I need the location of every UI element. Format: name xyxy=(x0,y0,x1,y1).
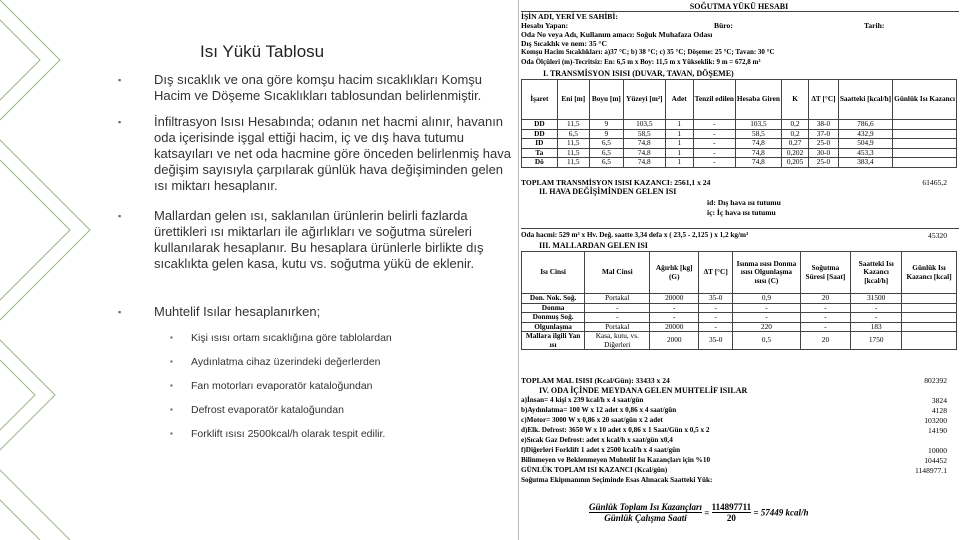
doc-header-line: Tarih: xyxy=(864,21,885,30)
column-header: ΔT [°C] xyxy=(699,252,733,294)
table-cell: Portakal xyxy=(585,322,650,332)
table-row xyxy=(522,322,957,332)
table-cell: - xyxy=(800,303,851,313)
doc-header-line: Hesabı Yapan: xyxy=(521,21,569,30)
column-header: Eni [m] xyxy=(557,80,589,120)
table-cell: Don. Nok. Soğ. xyxy=(522,294,585,304)
table-cell: 0,9 xyxy=(733,294,800,304)
table-cell: - xyxy=(693,129,735,139)
table-cell: 74,8 xyxy=(623,158,665,168)
bullet-text: Muhtelif Isılar hesaplanırken; xyxy=(154,304,321,319)
table-cell: 9 xyxy=(589,120,623,130)
table-cell: - xyxy=(733,303,800,313)
column-header: Adet xyxy=(665,80,693,120)
doc-header-line: Komşu Hacim Sıcaklıkları: a)37 °C; b) 38 °C; c) 35 °C; Döşeme: 25 °C; Tavan: 30 °C xyxy=(521,48,775,56)
misc-heat-line: e)Sıcak Gaz Defrost: adet x kcal/h x saat/gün x0,4 xyxy=(521,436,673,444)
table-cell: 1 xyxy=(665,158,693,168)
table-row xyxy=(522,303,957,313)
column-header: Soğutma Süresi [Saat] xyxy=(800,252,851,294)
table-cell: - xyxy=(699,313,733,323)
misc-heat-line: c)Motor= 3000 W x 0,86 x 20 saat/gün x 2 adet xyxy=(521,416,663,424)
table-cell: 0,27 xyxy=(781,139,808,149)
table-header-row xyxy=(522,80,957,120)
table-cell: 20000 xyxy=(650,294,699,304)
table-cell xyxy=(902,294,957,304)
misc-heat-value: 14190 xyxy=(928,426,947,435)
table-cell: Kasa, kutu, vs. Diğerleri xyxy=(585,332,650,350)
table-cell: 220 xyxy=(733,322,800,332)
bullet-item xyxy=(118,114,516,194)
sub-bullet-text: Kişi ısısı ortam sıcaklığına göre tablolardan xyxy=(191,332,392,344)
doc-header-line: Oda Ölçüleri (m)-Tecritsiz: En: 6,5 m x Boy: 11,5 m x Yükseklik: 9 m = 672,8 m³ xyxy=(521,58,761,66)
table-cell: Donmuş Soğ. xyxy=(522,313,585,323)
table-row xyxy=(522,129,957,139)
column-header: Günlük Isı Kazancı [kcal] xyxy=(902,252,957,294)
table-cell: DD xyxy=(522,129,558,139)
table-cell: 453,3 xyxy=(838,148,892,158)
table-cell: 183 xyxy=(851,322,902,332)
table-cell: - xyxy=(733,313,800,323)
table-cell: 0,2 xyxy=(781,129,808,139)
formula-result: = 57449 kcal/h xyxy=(753,507,809,518)
table-cell: 74,8 xyxy=(735,158,781,168)
total-value: 802392 xyxy=(924,376,947,385)
table-cell xyxy=(902,313,957,323)
table-cell: DD xyxy=(522,120,558,130)
table-cell: 1750 xyxy=(851,332,902,350)
table-cell: 383,4 xyxy=(838,158,892,168)
doc-title: SOĞUTMA YÜKÜ HESABI xyxy=(689,2,789,11)
table-cell: 37-0 xyxy=(809,129,839,139)
misc-heat-value: 104452 xyxy=(924,456,947,465)
table-cell xyxy=(902,303,957,313)
table-cell: 74,8 xyxy=(735,148,781,158)
table-cell: - xyxy=(851,313,902,323)
sub-bullet-marker: ▪ xyxy=(170,429,173,438)
table-cell: 58,5 xyxy=(623,129,665,139)
total-value: 61465,2 xyxy=(922,178,947,187)
table-row xyxy=(522,148,957,158)
slide-title: Isı Yükü Tablosu xyxy=(200,42,325,61)
misc-heat-value: 10000 xyxy=(928,446,947,455)
table-cell: 1 xyxy=(665,139,693,149)
table-cell: 2000 xyxy=(650,332,699,350)
table-cell: Donma xyxy=(522,303,585,313)
table-cell: 6,5 xyxy=(589,148,623,158)
table-cell: - xyxy=(650,303,699,313)
misc-heat-line: d)Elk. Defrost: 3650 W x 10 adet x 0,86 x 1 Saat/Gün x 0,5 x 2 xyxy=(521,426,710,434)
misc-heat-line: GÜNLÜK TOPLAM ISI KAZANCI (Kcal/gün) xyxy=(521,466,668,474)
total-line: TOPLAM TRANSMİSYON ISISI KAZANCI: 2561,1 x 24 xyxy=(521,178,711,187)
column-header: Mal Cinsi xyxy=(585,252,650,294)
table-cell: 6,5 xyxy=(557,129,589,139)
bullet-item xyxy=(118,72,516,104)
doc-header-line: İŞİN ADI, YERİ VE SAHİBİ: xyxy=(521,12,618,21)
misc-heat-value: 3824 xyxy=(931,396,947,405)
column-header: Isınma ısısı Donma ısısı Olgunlaşma ısısı (C) xyxy=(733,252,800,294)
table-cell: 31500 xyxy=(851,294,902,304)
bullet-marker: ▪ xyxy=(118,307,122,317)
sub-bullet-text: Aydınlatma cihaz üzerindeki değerlerden xyxy=(191,356,381,368)
sub-bullet-item xyxy=(170,378,516,394)
section-heading: I. TRANSMİSYON ISISI (DUVAR, TAVAN, DÖŞEME) xyxy=(543,69,734,78)
table-cell: ID xyxy=(522,139,558,149)
column-header: Saatteki Isı Kazancı [kcal/h] xyxy=(851,252,902,294)
column-header: K xyxy=(781,80,808,120)
sub-bullet-marker: ▪ xyxy=(170,405,173,414)
column-header: Yüzeyi [m²] xyxy=(623,80,665,120)
table-row xyxy=(522,120,957,130)
misc-heat-line: f)Diğerleri Forklift 1 adet x 2500 kcal/h x 4 saat/gün xyxy=(521,446,681,454)
table-cell: 74,8 xyxy=(623,139,665,149)
bullet-marker: ▪ xyxy=(118,75,122,85)
table-cell: 58,5 xyxy=(735,129,781,139)
misc-heat-line: a)İnsan= 4 kişi x 239 kcal/h x 4 saat/gün xyxy=(521,396,644,404)
table-cell: - xyxy=(800,322,851,332)
bullet-text: Dış sıcaklık ve ona göre komşu hacim sıcaklıkları Komşu Hacim ve Döşeme Sıcaklıkları tablosundan belirlenmiştir. xyxy=(154,72,483,103)
table-cell: - xyxy=(693,120,735,130)
sub-bullet-marker: ▪ xyxy=(170,333,173,342)
table-cell: 25-0 xyxy=(809,139,839,149)
table-cell: - xyxy=(693,148,735,158)
column-header: ΔT [°C] xyxy=(809,80,839,120)
product-heat-table xyxy=(521,251,957,350)
doc-header-line: Dış Sıcaklık ve nem: 35 °C xyxy=(521,39,607,48)
table-cell: - xyxy=(699,322,733,332)
air-change-line: Oda hacmi: 529 m³ x Hv. Değ. saatte 3,34 defa x ( 23,5 - 2,125 ) x 1,2 kg/m³ xyxy=(521,231,749,239)
air-change-value: 45320 xyxy=(928,231,947,240)
sub-bullet-text: Fan motorları evaporatör kataloğundan xyxy=(191,380,373,392)
table-cell: 786,6 xyxy=(838,120,892,130)
table-cell: Portakal xyxy=(585,294,650,304)
section-heading: IV. ODA İÇİNDE MEYDANA GELEN MUHTELİF ISILAR xyxy=(539,386,748,395)
hourly-load-formula: Günlük Toplam Isı Kazançları Günlük Çalışma Saati = $\frac{114897711}{20}$ = 57449 kcal/h xyxy=(589,502,809,523)
table-cell: 38-0 xyxy=(809,120,839,130)
table-cell: 11,5 xyxy=(557,120,589,130)
table-cell: 1 xyxy=(665,120,693,130)
table-cell: 504,9 xyxy=(838,139,892,149)
sub-bullet-item xyxy=(170,330,516,346)
bullet-marker: ▪ xyxy=(118,211,122,221)
table-cell: 103,5 xyxy=(623,120,665,130)
table-cell: 6,5 xyxy=(589,139,623,149)
misc-heat-line: Bilinmeyen ve Beklenmeyen Muhtelif Isı Kazançları için %10 xyxy=(521,456,711,464)
formula-numerator: Günlük Toplam Isı Kazançları xyxy=(589,502,702,512)
table-cell: 1 xyxy=(665,129,693,139)
formula-denominator-value: 20 xyxy=(726,513,736,523)
table-header-row xyxy=(522,252,957,294)
table-row xyxy=(522,139,957,149)
misc-heat-value: 103200 xyxy=(924,416,947,425)
table-cell: 9 xyxy=(589,129,623,139)
table-cell: - xyxy=(650,313,699,323)
legend-line: id: Dış hava ısı tutumu xyxy=(707,198,781,207)
cooling-load-sheet xyxy=(518,0,960,540)
misc-heat-line: b)Aydınlatma= 100 W x 12 adet x 0,86 x 4 saat/gün xyxy=(521,406,677,414)
table-cell: 25-0 xyxy=(809,158,839,168)
table-cell xyxy=(893,139,957,149)
table-cell xyxy=(893,148,957,158)
table-cell: 11,5 xyxy=(557,148,589,158)
bullet-item xyxy=(118,304,516,320)
table-cell: 103,5 xyxy=(735,120,781,130)
misc-heat-line: Soğutma Ekipmanının Seçiminde Esas Alınacak Saatteki Yük: xyxy=(521,476,713,484)
table-cell: - xyxy=(585,303,650,313)
section-heading: III. MALLARDAN GELEN ISI xyxy=(539,241,648,250)
formula-numerator-value: 114897711 xyxy=(711,502,752,512)
section-heading: II. HAVA DEĞİŞİMİNDEN GELEN ISI xyxy=(539,187,677,196)
sub-bullet-marker: ▪ xyxy=(170,357,173,366)
table-cell: 6,5 xyxy=(589,158,623,168)
table-row xyxy=(522,294,957,304)
table-row xyxy=(522,313,957,323)
column-header: Tenzil edilen xyxy=(693,80,735,120)
doc-header-line: Büro: xyxy=(714,21,733,30)
bullet-text: Mallardan gelen ısı, saklanılan ürünlerin belirli fazlarda ürettikleri ısı miktarları ile ağırlıkları ve soğutma süreleri kullanılarak hesaplanır. Bu hesaplara ürünlerle birlikte dış sıcaklıkta gelen kasa, kutu vs. soğutma yükü de eklenir. xyxy=(154,208,484,271)
transmission-table xyxy=(521,79,957,168)
table-cell: - xyxy=(851,303,902,313)
table-cell: - xyxy=(585,313,650,323)
sub-bullet-text: Forklift ısısı 2500kcal/h olarak tespit edilir. xyxy=(191,428,386,440)
table-cell: 0,202 xyxy=(781,148,808,158)
sub-bullet-item xyxy=(170,354,516,370)
column-header: Günlük Isı Kazancı xyxy=(893,80,957,120)
table-cell: 30-0 xyxy=(809,148,839,158)
table-cell: 74,8 xyxy=(735,139,781,149)
table-cell: 11,5 xyxy=(557,158,589,168)
sub-bullet-marker: ▪ xyxy=(170,381,173,390)
bullet-item xyxy=(118,208,516,272)
sub-bullet-item xyxy=(170,426,516,442)
table-cell: 1 xyxy=(665,148,693,158)
formula-denominator: Günlük Çalışma Saati xyxy=(604,513,687,523)
sub-bullet-item xyxy=(170,402,516,418)
table-cell: - xyxy=(693,139,735,149)
table-cell xyxy=(902,332,957,350)
table-cell: 20 xyxy=(800,332,851,350)
table-cell: 35-0 xyxy=(699,294,733,304)
table-cell: 20000 xyxy=(650,322,699,332)
sub-bullet-text: Defrost evaporatör kataloğundan xyxy=(191,404,344,416)
decorative-lines xyxy=(0,0,120,540)
table-cell: 35-0 xyxy=(699,332,733,350)
table-cell: - xyxy=(699,303,733,313)
bullet-marker: ▪ xyxy=(118,117,122,127)
column-header: Boyu [m] xyxy=(589,80,623,120)
table-cell: - xyxy=(800,313,851,323)
table-cell xyxy=(893,129,957,139)
table-cell: 20 xyxy=(800,294,851,304)
table-row xyxy=(522,332,957,350)
column-header: İşaret xyxy=(522,80,558,120)
total-line: TOPLAM MAL ISISI (Kcal/Gün): 33433 x 24 xyxy=(521,376,670,385)
table-cell: 0,5 xyxy=(733,332,800,350)
table-cell: 0,2 xyxy=(781,120,808,130)
misc-heat-value: 4128 xyxy=(931,406,947,415)
table-cell: 11,5 xyxy=(557,139,589,149)
legend-line: iç: İç hava ısı tutumu xyxy=(707,208,776,217)
column-header: Ağırlık [kg] (G) xyxy=(650,252,699,294)
doc-header-line: Oda No veya Adı, Kullanım amacı: Soğuk Muhafaza Odası xyxy=(521,30,713,39)
column-header: Hesaba Giren xyxy=(735,80,781,120)
column-header: Isı Cinsi xyxy=(522,252,585,294)
table-cell: 74,8 xyxy=(623,148,665,158)
table-cell: Mallara ilgili Yan ısı xyxy=(522,332,585,350)
table-cell: Ta xyxy=(522,148,558,158)
table-cell: Dö xyxy=(522,158,558,168)
table-cell: 0,205 xyxy=(781,158,808,168)
table-cell: Olgunlaşma xyxy=(522,322,585,332)
table-cell xyxy=(902,322,957,332)
table-row xyxy=(522,158,957,168)
table-cell xyxy=(893,120,957,130)
table-cell: - xyxy=(693,158,735,168)
bullet-text: İnfiltrasyon Isısı Hesabında; odanın net hacmi alınır, havanın oda içerisinde işgal ettiği hacim, iç ve dış hava tutumu katsayıları ve net oda hacmine göre önceden belirlenmiş hava değişim sayısıyla çarpılarak günlük hava değişiminden gelen ısı miktarı hesaplanır. xyxy=(154,114,511,193)
column-header: Saatteki [kcal/h] xyxy=(838,80,892,120)
table-cell xyxy=(893,158,957,168)
table-cell: 432,9 xyxy=(838,129,892,139)
misc-heat-value: 1148977.1 xyxy=(915,466,947,475)
